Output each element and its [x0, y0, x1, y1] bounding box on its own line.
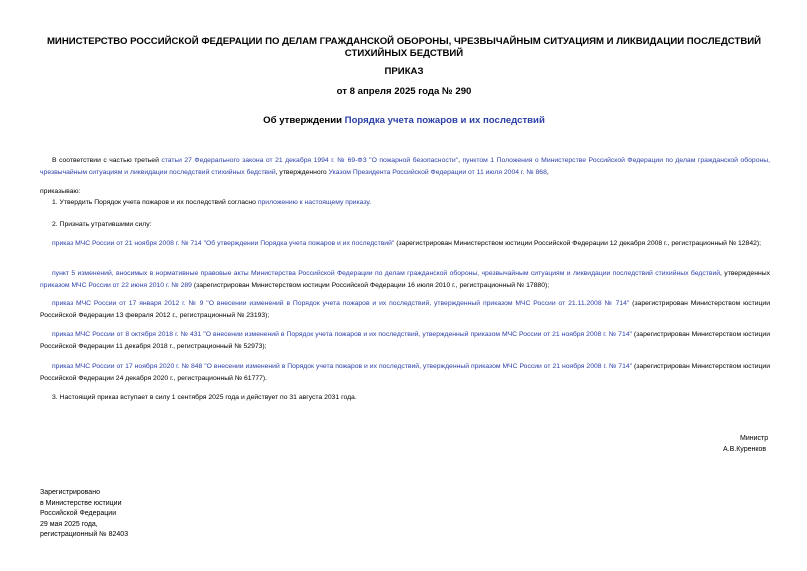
- repealed-item: [40, 268, 770, 291]
- preamble-text: В соответствии с частью третьей: [52, 157, 162, 164]
- repealed-item: [40, 329, 770, 352]
- repealed-text: (зарегистрирован Министерством юстиции Российской Федерации 24 декабря 2020 г., регистрационный № 61777).: [40, 363, 770, 382]
- item-1-text: .: [369, 199, 372, 206]
- registration-number: регистрационный № 82403: [40, 531, 129, 538]
- registration-line: Зарегистрировано: [40, 489, 100, 496]
- repealed-item: [40, 298, 770, 321]
- item-1: [40, 197, 770, 209]
- decree-link[interactable]: Указом Президента Российской Федерации от 11 июля 2004 г. № 868: [328, 168, 547, 176]
- repealed-item: [40, 361, 770, 384]
- document-type: ПРИКАЗ: [384, 66, 424, 77]
- item-3: 3. Настоящий приказ вступает в силу 1 сентября 2025 года и действует по 31 августа 2031 года.: [52, 394, 357, 401]
- preamble-text: , утвержденного: [275, 168, 329, 176]
- preamble: [40, 155, 770, 178]
- registration-line: Российской Федерации: [40, 510, 117, 517]
- document-title-link[interactable]: Порядка учета пожаров и их последствий: [344, 115, 545, 126]
- orders-line: приказываю:: [40, 188, 81, 195]
- repealed-link[interactable]: приказ МЧС России от 21 ноября 2008 г. № 714 "Об утверждении Порядка учета пожаров и их последствий": [52, 240, 395, 247]
- document-date-number: от 8 апреля 2025 года № 290: [336, 86, 472, 97]
- appendix-link[interactable]: приложению к настоящему приказу: [257, 199, 370, 206]
- repealed-text: (зарегистрирован Министерством юстиции Российской Федерации 11 декабря 2018 г., регистрационный № 52973);: [40, 331, 771, 350]
- signatory-name: А.В.Куренков: [723, 446, 767, 453]
- item-2: 2. Признать утратившими силу:: [52, 221, 152, 228]
- item-1-text: 1. Утвердить Порядок учета пожаров и их последствий согласно: [52, 199, 258, 206]
- ministry-heading: МИНИСТЕРСТВО РОССИЙСКОЙ ФЕДЕРАЦИИ ПО ДЕЛАМ ГРАЖДАНСКОЙ ОБОРОНЫ, ЧРЕЗВЫЧАЙНЫМ СИТУАЦИЯМ И ЛИКВИДАЦИИ ПОСЛЕДСТВИЙ СТИХИЙНЫХ БЕДСТВИЙ: [46, 36, 762, 59]
- preamble-text: ,: [458, 157, 463, 164]
- repealed-text: (зарегистрирован Министерством юстиции Российской Федерации 13 февраля 2012 г., регистрационный № 23193);: [40, 300, 770, 319]
- repealed-text: (зарегистрирован Министерством юстиции Российской Федерации 16 июля 2010 г., регистрационный № 17880);: [191, 281, 550, 289]
- document-title: [36, 115, 772, 127]
- registration-line: 29 мая 2025 года,: [40, 520, 98, 528]
- law-link[interactable]: статьи 27 Федерального закона от 21 декабря 1994 г. № 69-ФЗ "О пожарной безопасности": [161, 157, 459, 164]
- regulation-link[interactable]: пунктом 1 Положения о Министерстве Российской Федерации по делам гражданской обороны, чрезвычайным ситуациям и ликвидации последствий стихийных бедствий: [40, 157, 770, 176]
- repealed-link-secondary[interactable]: приказом МЧС России от 22 июня 2010 г. № 289: [40, 281, 192, 289]
- preamble-text: ,: [546, 168, 549, 176]
- repealed-text: (зарегистрирован Министерством юстиции Российской Федерации 12 декабря 2008 г., регистрационный № 12842);: [394, 240, 762, 247]
- repealed-text: , утвержденных: [720, 270, 770, 277]
- repealed-item: [40, 238, 770, 250]
- repealed-link[interactable]: пункт 5 изменений, вносимых в нормативные правовые акты Министерства Российской Федерации по делам гражданской обороны, чрезвычайным ситуациям и ликвидации последствий стихийных бедствий: [52, 270, 721, 277]
- registration-line: в Министерстве юстиции: [40, 499, 122, 507]
- repealed-link[interactable]: приказ МЧС России от 17 ноября 2020 г. № 848 "О внесении изменений в Порядок учета пожаров и их последствий, утвержденный приказом МЧС России от 21 ноября 2008 г. № 714": [52, 363, 633, 370]
- document-title-prefix: Об утверждении: [263, 115, 345, 126]
- signatory-position: Министр: [740, 435, 769, 442]
- repealed-link[interactable]: приказ МЧС России от 8 октября 2018 г. № 431 "О внесении изменений в Порядок учета пожаров и их последствий, утвержденный приказом МЧС России от 21 ноября 2008 г. № 714": [52, 331, 632, 338]
- registration-block: [40, 488, 128, 541]
- repealed-link[interactable]: приказ МЧС России от 17 января 2012 г. № 9 "О внесении изменений в Порядок учета пожаров и их последствий, утвержденный приказом МЧС России от 21.11.2008 № 714": [52, 300, 630, 307]
